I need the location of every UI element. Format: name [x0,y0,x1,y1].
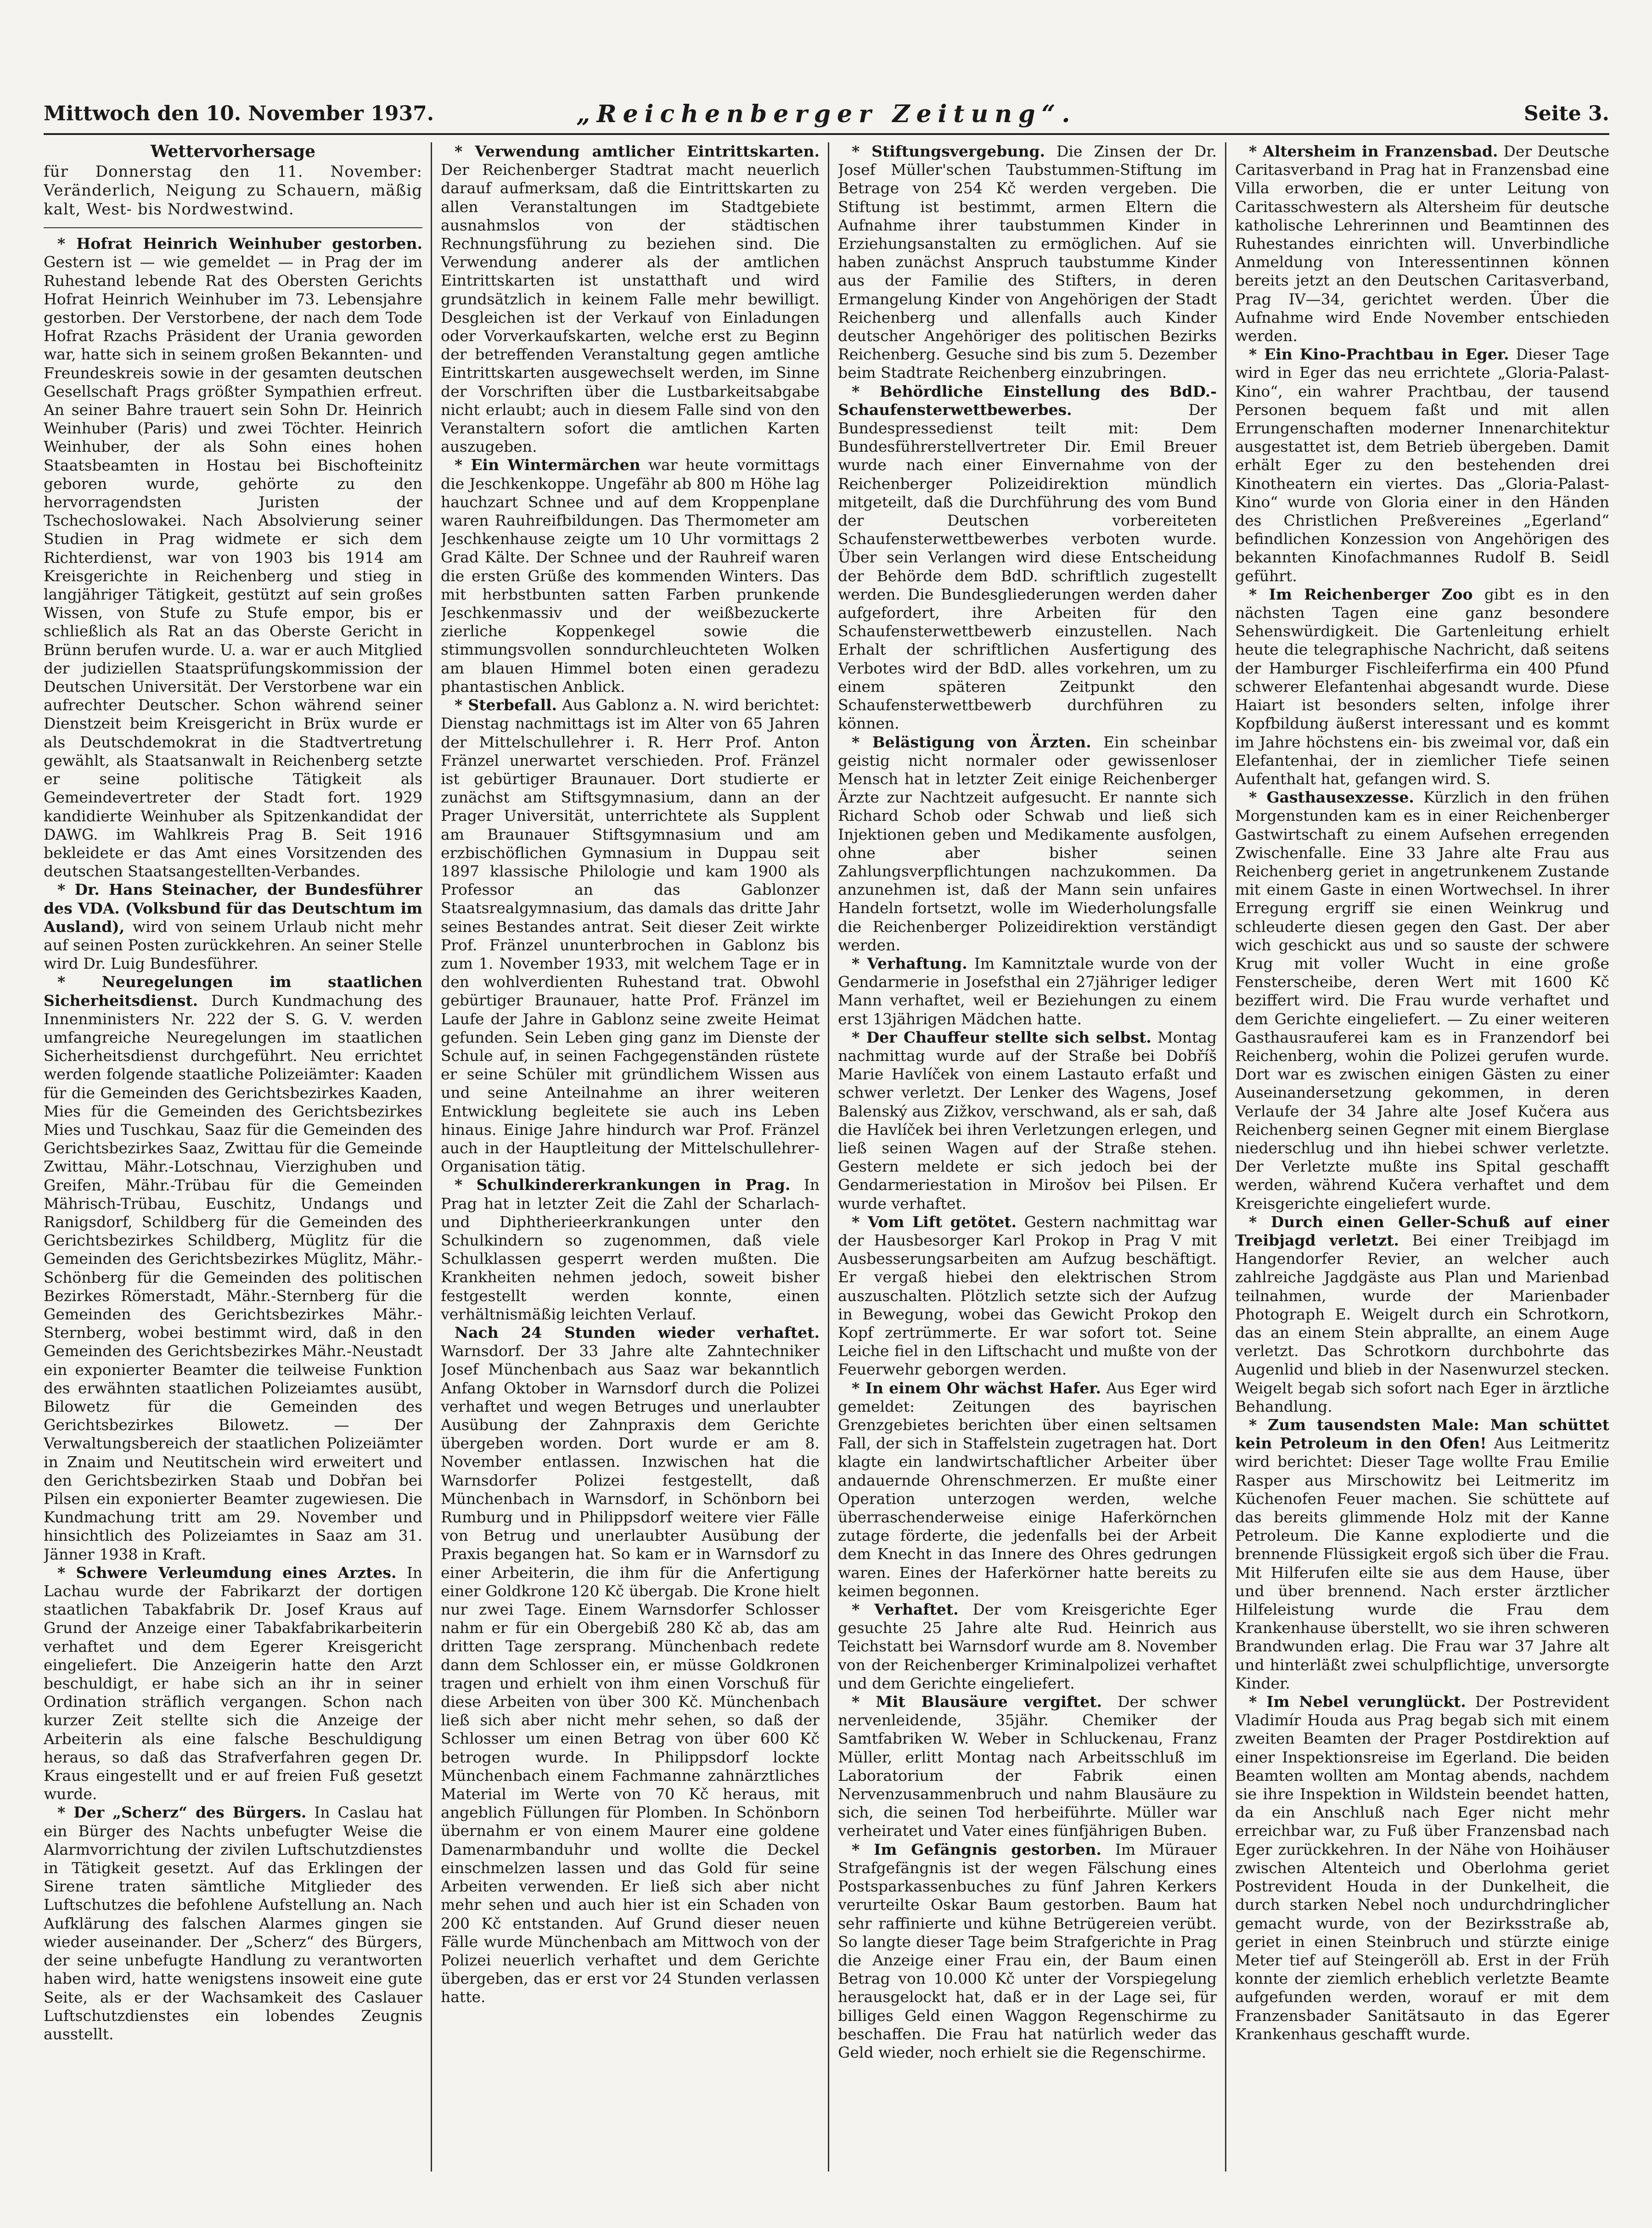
article-text: Die Zinsen der Dr. Josef Müller'schen Taubstummen-Stiftung im Betrage von 254 Kč werden vergeben. Die Stiftung ist bestimmt, armen Eltern die Aufnahme ihrer taubstummen Kinder in Erziehungsanstalten zu ermöglichen. Auf sie haben zunächst Anspruch taubstumme Kinder aus der Familie des Stifters, in deren Ermangelung Kinder von Angehörigen der Stadt Reichenberg und allenfalls auch Kinder deutscher Angehöriger des politischen Bezirks Reichenberg. Gesuche sind bis zum 5. Dezember beim Stadtrate Reichenberg einzubringen. [838,142,1217,382]
column-1 [44,142,422,2176]
article-heading: * Belästigung von Ärzten. [852,733,1091,751]
article-heading: * Sterbefall. [455,696,557,714]
article-text: Der schwer nervenleidende, 35jähr. Chemiker der Samtfabriken W. Weber in Schluckenau, Franz Müller, erlitt Montag nach Arbeitsschluß im Laboratorium der Fabrik einen Nervenzusammenbruch und nahm Blausäure zu sich, die seinen Tod herbeiführte. Müller war verheiratet und Vater eines fünfjährigen Buben. [838,1693,1217,1840]
article-heading: * Behördliche Einstellung des BdD.-Schaufensterwettbewerbes. [838,382,1217,419]
article-text: Der vom Kreisgerichte Eger gesuchte 25 Jahre alte Rud. Heinrich aus Teichstatt bei Warnsdorf wurde am 8. November von der Reichenberger Kriminalpolizei verhaftet und dem Gerichte eingeliefert. [838,1600,1217,1692]
article-heading: * Vom Lift getötet. [852,1212,1017,1231]
article-heading: * Ein Wintermärchen [455,456,641,474]
article [1235,142,1609,345]
weather-title: Wettervorhersage [150,142,316,161]
article [1235,345,1609,585]
article [838,1600,1217,1693]
article-text: Der Deutsche Caritasverband in Prag hat in Franzensbad eine Villa erworben, die er unter Leitung von Caritasschwestern als Altersheim für deutsche katholische Lehrerinnen und Beamtinnen des Ruhestandes einrichten will. Unverbindliche Anmeldung von Interessentinnen können bereits jetzt an den Deutschen Caritasverband, Prag IV—34, gerichtet werden. Über die Aufnahme wird Ende November entschieden werden. [1235,142,1609,345]
page-number: Seite 3. [1523,102,1609,125]
article-text: gibt es in den nächsten Tagen eine ganz besondere Sehenswürdigkeit. Die Gartenleitung erhielt heute die telegraphische Nachricht, daß seitens der Hamburger Fischleiferfirma ein 400 Pfund schwerer Elefantenhai abgesandt wurde. Diese Haiart ist besonders selten, infolge ihrer Kopfbildung äußerst interessant und es kommt im Jahre höchstens ein- bis zweimal vor, daß ein Elefantenhai, der in ziemlicher Tiefe seinen Aufenthalt hat, gefangen wird. S. [1235,585,1609,788]
article-text: Der Reichenberger Stadtrat macht neuerlich darauf aufmerksam, daß die Eintrittskarten zu allen Veranstaltungen im Stadtgebiete ausnahmslos von der städtischen Rechnungsführung zu beziehen sind. Die Verwendung anderer als der amtlichen Eintrittskarten ist unstatthaft und wird grundsätzlich in keinem Falle mehr bewilligt. Desgleichen ist der Verkauf von Einladungen oder Vorverkaufskarten, welche erst zu Beginn der betreffenden Veranstaltung gegen amtliche Eintrittskarten ausgewechselt werden, im Sinne der Vorschriften über die Lustbarkeitsabgabe nicht erlaubt; auch in diesem Falle sind von den Veranstaltern sofort die amtlichen Karten auszugeben. [441,161,820,456]
article-text: Ein scheinbar geistig nicht normaler oder gewissenloser Mensch hat in letzter Zeit einige Reichenberger Ärzte zur Nachtzeit aufgesucht. Er nannte sich Richard Schob oder Schwab und ließ sich Injektionen geben und Medikamente ausfolgen, ohne aber bisher seinen Zahlungsverpflichtungen nachzukommen. Da anzunehmen ist, daß der Mann sein unfaires Handeln fortsetzt, wolle im Wiederholungsfalle die Reichenberger Polizeidirektion verständigt werden. [838,733,1217,954]
article-text: Gestern nachmittag war der Hausbesorger Karl Prokop in Prag V mit Ausbesserungsarbeiten am Aufzug beschäftigt. Er vergaß hiebei den elektrischen Strom auszuschalten. Plötzlich setzte sich der Aufzug in Bewegung, wobei das Gewicht Prokop den Kopf zertrümmerte. Er war sofort tot. Seine Leiche fiel in den Liftschacht und mußte von der Feuerwehr geborgen werden. [838,1212,1217,1379]
article-heading: * Stiftungsvergebung. [852,142,1045,160]
article-text: Gestern ist — wie gemeldet — in Prag der im Ruhestand lebende Rat des Obersten Gerichts Hofrat Heinrich Weinhuber im 73. Lebensjahre gestorben. Der Verstorbene, der nach dem Tode Hofrat Rzachs Präsident der Urania geworden war, hatte sich in seinem großen Bekannten- und Freundeskreis sowie in der gesamten deutschen Gesellschaft Prags größter Sympathien erfreut. An seiner Bahre trauert sein Sohn Dr. Heinrich Weinhuber (Paris) und zwei Töchter. Heinrich Weinhuber, der als Sohn eines hohen Staatsbeamten in Hostau bei Bischofteinitz geboren wurde, gehörte zu den hervorragendsten Juristen der Tschechoslowakei. Nach Absolvierung seiner Studien in Prag widmete er sich dem Richterdienst, war von 1903 bis 1914 am Kreisgerichte in Reichenberg und stieg in langjähriger Tätigkeit, gestützt auf sein großes Wissen, von Stufe zu Stufe empor, bis er schließlich als Rat an das Oberste Gericht in Brünn berufen wurde. U. a. war er auch Mitglied der judiziellen Staatsprüfungskommission der Deutschen Universität. Der Verstorbene war ein aufrechter Deutscher. Schon während seiner Dienstzeit beim Kreisgericht in Brüx wurde er als Deutschdemokrat in die Stadtvertretung gewählt, als Staatsanwalt in Reichenberg setzte er seine politische Tätigkeit als Gemeindevertreter der Stadt fort. 1929 kandidierte Weinhuber als Spitzenkandidat der DAWG. im Wahlkreis Prag B. Seit 1916 bekleidete er das Amt eines Vorsitzenden des deutschen Staatsangestellten-Verbandes. [44,253,422,881]
article [838,1213,1217,1379]
article-heading: * Verhaftet. [852,1600,959,1619]
article-text: In Lachau wurde der Fabrikarzt der dortigen staatlichen Tabakfabrik Dr. Josef Kraus auf Grund der Anzeige einer Tabakfabrikarbeiterin verhaftet und dem Egerer Kreisgericht eingeliefert. Die Anzeigerin hatte den Arzt beschuldigt, er habe sich an ihr in seiner Ordination sträflich vergangen. Schon nach kurzer Zeit stellte sich die Anzeige der Arbeiterin als eine falsche Beschuldigung heraus, so daß das Strafverfahren gegen Dr. Kraus eingestellt und er auf freien Fuß gesetzt wurde. [44,1563,422,1803]
article-text: wird von seinem Urlaub nicht mehr auf seinen Posten zurückkehren. An seiner Stelle wird Dr. Luig Bundesführer. [44,917,422,973]
column-2 [441,142,820,2176]
article-heading: * Hofrat Heinrich Weinhuber gestorben. [57,235,422,253]
article-text: Der Postrevident Vladimír Houda aus Prag begab sich mit einem zweiten Beamten der Prager Postdirektion auf einer Inspektionsreise im Egerland. Die beiden Beamten wollten am Montag abends, nachdem sie ihre Inspektion in Wildstein beendet hatten, da ein Anschluß nach Eger nicht mehr erreichbar war, zu Fuß über Franzensbad nach Eger zurückkehren. In der Nähe von Hoihäuser zwischen Altenteich und Oberlohma geriet Postrevident Houda in der Dunkelheit, die durch starken Nebel noch undurchdringlicher gemacht wurde, von der Bezirksstraße ab, geriet in einen Steinbruch und stürzte einige Meter tief auf Steingeröll ab. Erst in der Früh konnte der ziemlich erheblich verletzte Beamte aufgefunden werden, worauf er mit dem Franzensbader Sanitätsauto in das Egerer Krankenhaus geschafft wurde. [1235,1693,1609,2043]
issue-date: Mittwoch den 10. November 1937. [44,102,434,125]
article [441,1176,820,1324]
column-1-articles [44,235,422,2043]
article-text: Der Bundespressedienst teilt mit: Dem Bundesführerstellvertreter Dir. Emil Breuer wurde nach einer Einvernahme von der Reichenberger Polizeidirektion mündlich mitgeteilt, daß die Durchführung des vom Bund der Deutschen vorbereiteten Schaufensterwettbewerbes verboten wurde. Über sein Verlangen wird diese Entscheidung der Behörde dem BdD. schriftlich zugestellt werden. Die Bundesgliederungen werden daher aufgefordert, ihre Arbeiten für den Schaufensterwettbewerb einzustellen. Nach Erhalt der schriftlichen Ausfertigung des Verbotes wird der BdD. alles vorkehren, um zu einem späteren Zeitpunkt den Schaufensterwettbewerb durchführen zu können. [838,400,1217,733]
article-heading: * Im Reichenberger Zoo [1249,585,1473,603]
separator [44,227,422,228]
article [1235,1416,1609,1693]
article [44,235,422,881]
column-4 [1235,142,1609,2176]
article-heading: * Der Chauffeur stellte sich selbst. [852,1028,1152,1046]
article-text: Kürzlich in den frühen Morgenstunden kam es in einer Reichenberger Gastwirtschaft zu einem Aufsehen erregenden Zwischenfalle. Eine 33 Jahre alte Frau aus Reichenberg geriet in angetrunkenem Zustande mit einem Gaste in einen Wortwechsel. In ihrer Erregung ergriff sie einen Weinkrug und schleuderte diesen gegen den Gast. Der aber wich geschickt aus und so sauste der schwere Krug mit voller Wucht in eine große Fensterscheibe, deren Wert mit 1600 Kč beziffert wird. Die Frau wurde verhaftet und dem Gerichte eingeliefert. — Zu einer weiteren Gasthausrauferei kam es in Franzendorf bei Reichenberg, wohin die Polizei gerufen wurde. Dort war es zwischen einigen Gästen zu einer Auseinandersetzung gekommen, in deren Verlaufe der 34 Jahre alte Josef Kučera aus Reichenberg seinen Gegner mit einem Bierglase niederschlug und ihn hiebei schwer verletzte. Der Verletzte mußte ins Spital geschafft werden, während Kučera verhaftet und dem Kreisgerichte eingeliefert wurde. [1235,788,1609,1212]
article-heading: * Schulkindererkrankungen in Prag. [455,1176,791,1194]
article-heading: * Durch einen Geller-Schuß auf einer Treibjagd verletzt. [1235,1212,1609,1249]
article-heading: * Neuregelungen im staatlichen Sicherheitsdienst. [44,973,422,1010]
article-heading: * Der „Scherz“ des Bürgers. [57,1803,307,1822]
article [1235,1693,1609,2043]
article [838,1028,1217,1213]
article [44,1803,422,2043]
article-text: Im Kamnitztale wurde von der Gendarmerie in Josefsthal ein 27jähriger lediger Mann verhaftet, weil er Beziehungen zu einem erst 13jährigen Mädchen hatte. [838,954,1217,1028]
article [838,954,1217,1028]
article [838,733,1217,954]
article-text: Warnsdorf. Der 33 Jahre alte Zahntechniker Josef Münchenbach aus Saaz war bekanntlich Anfang Oktober in Warnsdorf durch die Polizei verhaftet und wegen Betruges und unerlaubter Ausübung der Zahnpraxis dem Gerichte übergeben worden. Dort wurde er am 8. November entlassen. Inzwischen hat die Warnsdorfer Polizei festgestellt, daß Münchenbach in Warnsdorf, in Schönborn bei Rumburg und in Philippsdorf weitere vier Fälle von Betrug und unerlaubter Ausübung der Praxis begangen hat. So kam er in Warnsdorf zu einer Arbeiterin, die ihm für die Anfertigung einer Goldkrone 120 Kč übergab. Die Krone hielt nur zwei Tage. Einem Warnsdorfer Schlosser nahm er für ein Obergebiß 280 Kč ab, das am dritten Tage zersprang. Münchenbach redete dann dem Schlosser ein, er müsse Goldkronen tragen und erhielt von ihm einen Vorschuß für diese Arbeiten von über 300 Kč. Münchenbach ließ sich aber nicht mehr sehen, so daß der Schlosser um einen Betrag von über 600 Kč betrogen wurde. In Philippsdorf lockte Münchenbach einem Fachmanne zahnärztliches Material im Werte von 70 Kč heraus, mit angeblich Füllungen für Plomben. In Schönborn übernahm er von einem Maurer eine goldene Damenarmbanduhr und wollte die Deckel einschmelzen lassen und das Gold für seine Arbeiten verwenden. Er ließ sich aber nicht mehr sehen und auch hier ist ein Schaden von 200 Kč entstanden. Auf Grund dieser neuen Fälle wurde Münchenbach am Mittwoch von der Polizei neuerlich verhaftet und dem Gerichte übergeben, das er erst vor 24 Stunden verlassen hatte. [441,1342,820,2006]
article [1235,1213,1609,1416]
article-heading: * Dr. Hans Steinacher, der Bundesführer des VDA. (Volksbund für das Deutschtum im Ausland), [44,881,422,936]
article-text: war heute vormittags die Jeschkenkoppe. Ungefähr ab 800 m Höhe lag hauchzart Schnee und auf dem Kroppenplane waren Rauhreifbildungen. Das Thermometer am Jeschkenhause zeigte um 10 Uhr vormittags 2 Grad Kälte. Der Schnee und der Rauhreif waren die ersten Grüße des kommenden Winters. Das mit herbstbunten satten Farben prunkende Jeschkenmassiv und der weißbezuckerte zierliche Koppenkegel sowie die stimmungsvollen sonndurchleuchteten Wolken am blauen Himmel boten einen geradezu phantastischen Anblick. [441,456,820,696]
newspaper-title: „Reichenberger Zeitung“. [576,100,1077,128]
article-text: Aus Eger wird gemeldet: Zeitungen des bayrischen Grenzgebietes berichten über einen seltsamen Fall, der sich in Staffelstein zugetragen hat. Dort klagte ein landwirtschaftlicher Arbeiter über andauernde Ohrenschmerzen. Er mußte einer Operation unterzogen werden, welche überraschenderweise einige Haferkörnchen zutage förderte, die jedenfalls bei der Arbeit dem Knecht in das Innere des Ohres gedrungen waren. Eines der Haferkörner hatte bereits zu keimen begonnen. [838,1379,1217,1600]
article-heading: * Ein Kino-Prachtbau in Eger. [1249,345,1509,364]
article-heading: * Schwere Verleumdung eines Arztes. [57,1563,397,1582]
article [1235,585,1609,788]
newspaper-page [44,92,1609,2185]
article-heading: * In einem Ohr wächst Hafer. [852,1379,1101,1397]
article-heading: * Altersheim in Franzensbad. [1249,142,1498,160]
article [838,1841,1217,2062]
article [441,142,820,456]
column-3 [838,142,1217,2176]
article-heading: * Verhaftung. [852,954,967,972]
article [838,1693,1217,1841]
weather-forecast: für Donnerstag den 11. November: Veränderlich, Neigung zu Schauern, mäßig kalt, West- bis Nordwestwind. [44,163,422,219]
article-heading: * Im Nebel verunglückt. [1249,1693,1466,1711]
article [441,1324,820,2007]
article-heading: * Gasthausexzesse. [1249,788,1414,807]
article-text: In Prag hat in letzter Zeit die Zahl der Scharlach- und Diphtherieerkrankungen unter den Schulkindern so zugenommen, daß viele Schulklassen gesperrt werden mußten. Die Krankheiten nehmen jedoch, soweit bisher festgestellt werden konnte, einen verhältnismäßig leichten Verlauf. [441,1176,820,1323]
columns [44,142,1609,2181]
article [441,696,820,1176]
article-heading: * Verwendung amtlicher Eintrittskarten. [455,142,820,160]
article [1235,788,1609,1213]
masthead [44,92,1609,135]
article [838,382,1217,733]
article-text: Bei einer Treibjagd im Hangendorfer Revier, an welcher auch zahlreiche Jagdgäste aus Plan und Marienbad teilnahmen, wurde der Marienbader Photograph E. Weigelt durch ein Schrotkorn, das an einem Stein abprallte, an einem Auge verletzt. Das Schrotkorn durchbohrte das Augenlid und blieb in der Nasenwurzel stecken. Weigelt begab sich sofort nach Eger in ärztliche Behandlung. [1235,1231,1609,1415]
article [44,881,422,973]
article [44,973,422,1564]
article-text: Dieser Tage wird in Eger das neu errichtete „Gloria-Palast-Kino“, ein wahrer Prachtbau, der tausend Personen bequem faßt und mit allen Errungenschaften moderner Innenarchitektur ausgestattet ist, dem Betrieb übergeben. Damit erhält Eger zu den bestehenden drei Kinotheatern ein viertes. Das „Gloria-Palast-Kino“ wurde von Gloria einer in den Händen des Christlichen Preßvereines „Egerland“ befindlichen Konzession von Angehörigen des bekannten Kinofachmannes Rudolf B. Seidl geführt. [1235,345,1609,585]
article [441,456,820,696]
article-heading: * Mit Blausäure vergiftet. [852,1693,1102,1711]
article-heading: * Zum tausendsten Male: Man schüttet kein Petroleum in den Ofen! [1235,1416,1609,1453]
article-heading: Nach 24 Stunden wieder verhaftet. [455,1324,820,1341]
article-text: Aus Gablonz a. N. wird berichtet: Dienstag nachmittags ist im Alter von 65 Jahren der Mittelschullehrer i. R. Herr Prof. Anton Fränzel unerwartet verschieden. Prof. Fränzel ist gebürtiger Braunauer. Dort studierte er zunächst am Stiftsgymnasium, dann an der Prager Universität, unterrichtete als Supplent am Braunauer Stiftsgymnasium und am erzbischöflichen Gymnasium in Duppau seit 1897 klassische Philologie und kam 1900 als Professor an das Gablonzer Staatsrealgymnasium, das damals das dritte Jahr seines Bestandes antrat. Seit dieser Zeit wirkte Prof. Fränzel ununterbrochen in Gablonz bis zum 1. November 1933, mit welchem Tage er in den wohlverdienten Ruhestand trat. Obwohl gebürtiger Braunauer, hatte Prof. Fränzel im Laufe der Jahre in Gablonz seine zweite Heimat gefunden. Sein Leben ging ganz im Dienste der Schule auf, in seinen Fachgegenständen rüstete er seine Schüler mit gründlichem Wissen aus und seine Anteilnahme an ihrer weiteren Entwicklung begleitete sie auch ins Leben hinaus. Einige Jahre hindurch war Prof. Fränzel auch in der Hauptleitung der Mittelschullehrer-Organisation tätig. [441,696,820,1176]
article [838,1379,1217,1600]
article [838,142,1217,382]
article-text: Montag nachmittag wurde auf der Straße bei Dobříš Marie Havlíček von einem Lastauto erfaßt und schwer verletzt. Der Lenker des Wagens, Josef Balenský aus Zižkov, verschwand, als er sah, daß die Havlíček bei ihren Verletzungen erlegen, und ließ seinen Wagen auf der Straße stehen. Gestern meldete er sich jedoch bei der Gendarmeriestation in Mirošov bei Pilsen. Er wurde verhaftet. [838,1028,1217,1212]
article-heading: * Im Gefängnis gestorben. [852,1840,1101,1858]
article [44,1564,422,1804]
article-text: Im Mürauer Strafgefängnis ist der wegen Fälschung eines Postsparkassenbuches zu fünf Jahren Kerkers verurteilte Oskar Baum gestorben. Baum hat sehr raffinierte und kühne Betrügereien verübt. So langte dieser Tage beim Strafgerichte in Prag die Anzeige einer Frau ein, der Baum einen Betrag von 10.000 Kč unter der Vorspiegelung herausgelockt hat, daß er in der Lage sei, für billiges Geld einen Waggon Regenschirme zu beschaffen. Die Frau hat natürlich weder das Geld wieder, noch erhielt sie die Regenschirme. [838,1840,1217,2061]
article-text: Durch Kundmachung des Innenministers Nr. 222 der S. G. V. werden umfangreiche Neuregelungen im staatlichen Sicherheitsdienst durchgeführt. Neu errichtet werden folgende staatliche Polizeiämter: Kaaden für die Gemeinden des Gerichtsbezirkes Kaaden, Mies für die Gemeinden des Gerichtsbezirkes Mies und Tuschkau, Saaz für die Gemeinden des Gerichtsbezirkes Saaz, Zwittau für die Gemeinde Zwittau, Mähr.-Lotschnau, Vierzighuben und Greifen, Mähr.-Trübau für die Gemeinden Mährisch-Trübau, Euschitz, Undangs und Ranigsdorf, Schildberg für die Gemeinden des Gerichtsbezirkes Schildberg, Müglitz für die Gemeinden des Gerichtsbezirkes Müglitz, Mähr.-Schönberg für die Gemeinden des politischen Bezirkes Römerstadt, Mähr.-Sternberg für die Gemeinden des Gerichtsbezirkes Mähr.-Sternberg, wobei bestimmt wird, daß in den Gemeinden des Gerichtsbezirkes Mähr.-Neustadt ein exponierter Beamter die teilweise Funktion des erwähnten staatlichen Polizeiamtes ausübt, Bilowetz für die Gemeinden des Gerichtsbezirkes Bilowetz. — Der Verwaltungsbereich der staatlichen Polizeiämter in Znaim und Neutitschein wird erweitert und den Gerichtsbezirken Staab und Dobřan bei Pilsen ein exponierter Beamter zugewiesen. Die Kundmachung tritt am 29. November und hinsichtlich des Polizeiamtes in Saaz am 31. Jänner 1938 in Kraft. [44,991,422,1563]
article-text: In Caslau hat ein Bürger des Nachts unbefugter Weise die Alarmvorrichtung der zivilen Luftschutzdienstes in Tätigkeit gesetzt. Auf das Erklingen der Sirene traten sämtliche Mitglieder des Luftschutzes die befohlene Aufstellung an. Nach Aufklärung des falschen Alarmes gingen sie wieder auseinander. Der „Scherz“ des Bürgers, der seine unbefugte Handlung zu verantworten haben wird, hatte wenigstens insoweit eine gute Seite, als er der Wachsamkeit des Caslauer Luftschutzdienstes ein lobendes Zeugnis ausstellt. [44,1803,422,2043]
article-text: Aus Leitmeritz wird berichtet: Dieser Tage wollte Frau Emilie Rasper aus Mirschowitz bei Leitmeritz im Küchenofen Feuer machen. Sie schüttete auf das bereits glimmende Holz mit der Kanne Petroleum. Die Kanne explodierte und die brennende Flüssigkeit ergoß sich über die Frau. Mit Hilferufen eilte sie aus dem Hause, über und über brennend. Nach erster ärztlicher Hilfeleistung wurde die Frau dem Krankenhause überstellt, wo sie ihren schweren Brandwunden erlag. Die Frau war 37 Jahre alt und hinterläßt zwei schulpflichtige, unversorgte Kinder. [1235,1434,1609,1692]
